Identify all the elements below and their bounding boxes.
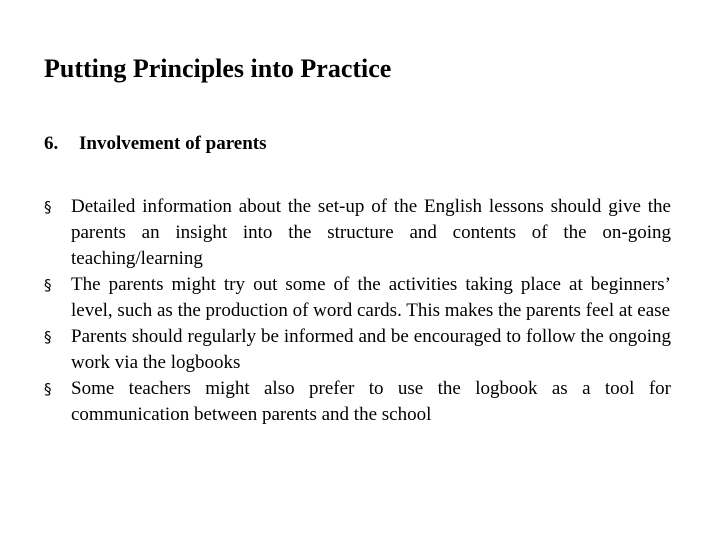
slide-title: Putting Principles into Practice xyxy=(44,54,392,83)
bullet-marker-icon: § xyxy=(44,328,52,346)
section-heading xyxy=(44,131,267,157)
bullet-list xyxy=(44,194,671,428)
bullet-item xyxy=(44,324,671,376)
bullet-item xyxy=(44,272,671,324)
bullet-item xyxy=(44,376,671,428)
bullet-marker-icon: § xyxy=(44,198,52,216)
bullet-text: The parents might try out some of the activities taking place at beginners’ level, such as the production of word cards. This makes the parents feel at ease xyxy=(71,274,671,321)
section-heading-text: Involvement of parents xyxy=(79,133,267,154)
bullet-text: Parents should regularly be informed and be encouraged to follow the ongoing work via the logbooks xyxy=(71,326,671,373)
bullet-text: Some teachers might also prefer to use the logbook as a tool for communication between parents and the school xyxy=(71,378,671,425)
bullet-marker-icon: § xyxy=(44,276,52,294)
bullet-marker-icon: § xyxy=(44,380,52,398)
section-number: 6. xyxy=(44,133,59,154)
bullet-item xyxy=(44,194,671,272)
bullet-text: Detailed information about the set-up of the English lessons should give the parents an insight into the structure and contents of the on-going teaching/learning xyxy=(71,196,671,269)
